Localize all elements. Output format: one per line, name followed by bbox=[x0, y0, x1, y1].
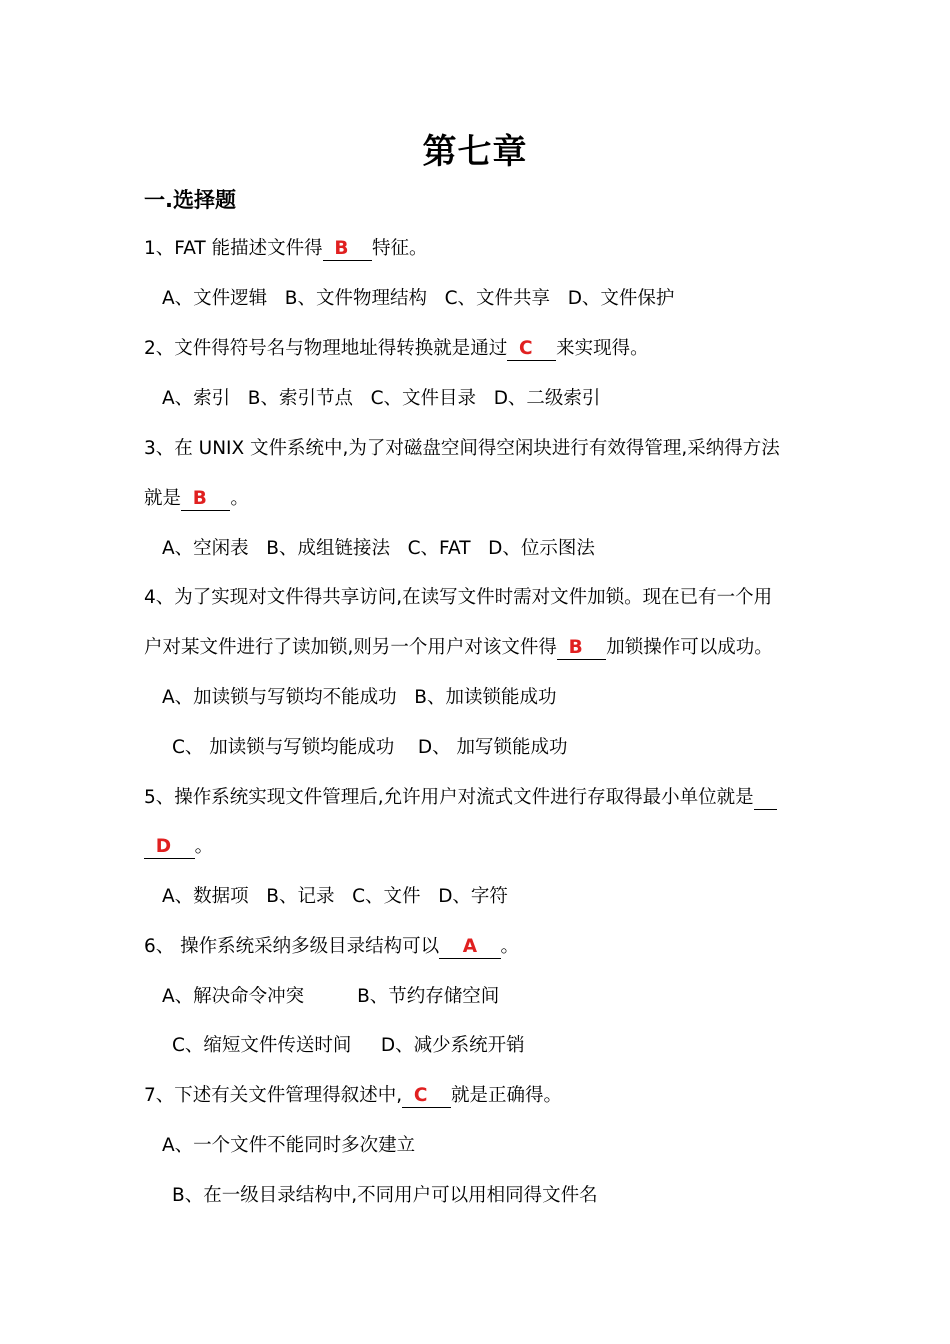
question-5-options: A、数据项 B、记录 C、文件 D、字符 bbox=[162, 886, 508, 907]
question-text: 加锁操作可以成功。 bbox=[606, 637, 773, 658]
answer-blank bbox=[507, 338, 556, 361]
answer-blank bbox=[181, 488, 230, 511]
question-text: 7、下述有关文件管理得叙述中, bbox=[144, 1085, 403, 1106]
answer-letter: C bbox=[519, 338, 533, 359]
section-heading: 一.选择题 bbox=[144, 188, 236, 212]
answer-blank bbox=[402, 1085, 451, 1108]
answer-letter: B bbox=[192, 488, 207, 509]
answer-blank bbox=[323, 238, 372, 261]
question-6 bbox=[144, 932, 519, 962]
question-text: 1、FAT 能描述文件得 bbox=[144, 238, 323, 259]
answer-letter: C bbox=[413, 1085, 428, 1106]
question-5-line-2 bbox=[144, 832, 213, 862]
question-4-options-2: C、 加读锁与写锁均能成功 D、 加写锁能成功 bbox=[172, 737, 568, 758]
question-4-line-2 bbox=[144, 633, 773, 663]
answer-blank bbox=[754, 787, 778, 810]
answer-letter: B bbox=[568, 637, 583, 658]
question-text: 2、文件得符号名与物理地址得转换就是通过 bbox=[144, 338, 508, 359]
question-2 bbox=[144, 334, 649, 364]
question-text: 。 bbox=[230, 488, 249, 509]
question-text: 户对某文件进行了读加锁,则另一个用户对该文件得 bbox=[144, 637, 557, 658]
question-text: 就是 bbox=[144, 488, 182, 509]
question-text: 特征。 bbox=[372, 238, 428, 259]
answer-letter: B bbox=[334, 238, 349, 259]
chapter-title: 第七章 bbox=[422, 132, 528, 172]
question-text: 5、操作系统实现文件管理后,允许用户对流式文件进行存取得最小单位就是 bbox=[144, 787, 754, 808]
question-3-line-2 bbox=[144, 484, 249, 514]
question-1 bbox=[144, 234, 428, 264]
answer-blank bbox=[439, 936, 500, 959]
question-text: 6、 操作系统采纳多级目录结构可以 bbox=[144, 936, 440, 957]
answer-blank bbox=[144, 836, 195, 859]
question-text: 来实现得。 bbox=[556, 338, 649, 359]
question-6-options-1: A、解决命令冲突 B、节约存储空间 bbox=[162, 986, 500, 1007]
question-1-options: A、文件逻辑 B、文件物理结构 C、文件共享 D、文件保护 bbox=[162, 288, 675, 309]
question-4-line-1: 4、为了实现对文件得共享访问,在读写文件时需对文件加锁。现在已有一个用 bbox=[144, 587, 773, 608]
question-5-line-1 bbox=[144, 783, 777, 813]
question-7 bbox=[144, 1081, 562, 1111]
question-text: 。 bbox=[500, 936, 520, 957]
question-6-options-2: C、缩短文件传送时间 D、减少系统开销 bbox=[172, 1035, 525, 1056]
answer-blank bbox=[557, 637, 606, 660]
question-text: 就是正确得。 bbox=[451, 1085, 563, 1106]
question-3-options: A、空闲表 B、成组链接法 C、FAT D、位示图法 bbox=[162, 538, 595, 559]
answer-letter: D bbox=[155, 836, 172, 857]
answer-letter: A bbox=[462, 936, 478, 957]
question-7-option-b: B、在一级目录结构中,不同用户可以用相同得文件名 bbox=[172, 1185, 598, 1206]
question-3-line-1: 3、在 UNIX 文件系统中,为了对磁盘空间得空闲块进行有效得管理,采纳得方法 bbox=[144, 438, 780, 459]
question-7-option-a: A、一个文件不能同时多次建立 bbox=[162, 1135, 416, 1156]
question-2-options: A、索引 B、索引节点 C、文件目录 D、二级索引 bbox=[162, 388, 601, 409]
question-text: 。 bbox=[194, 836, 214, 857]
question-4-options-1: A、加读锁与写锁均不能成功 B、加读锁能成功 bbox=[162, 687, 557, 708]
